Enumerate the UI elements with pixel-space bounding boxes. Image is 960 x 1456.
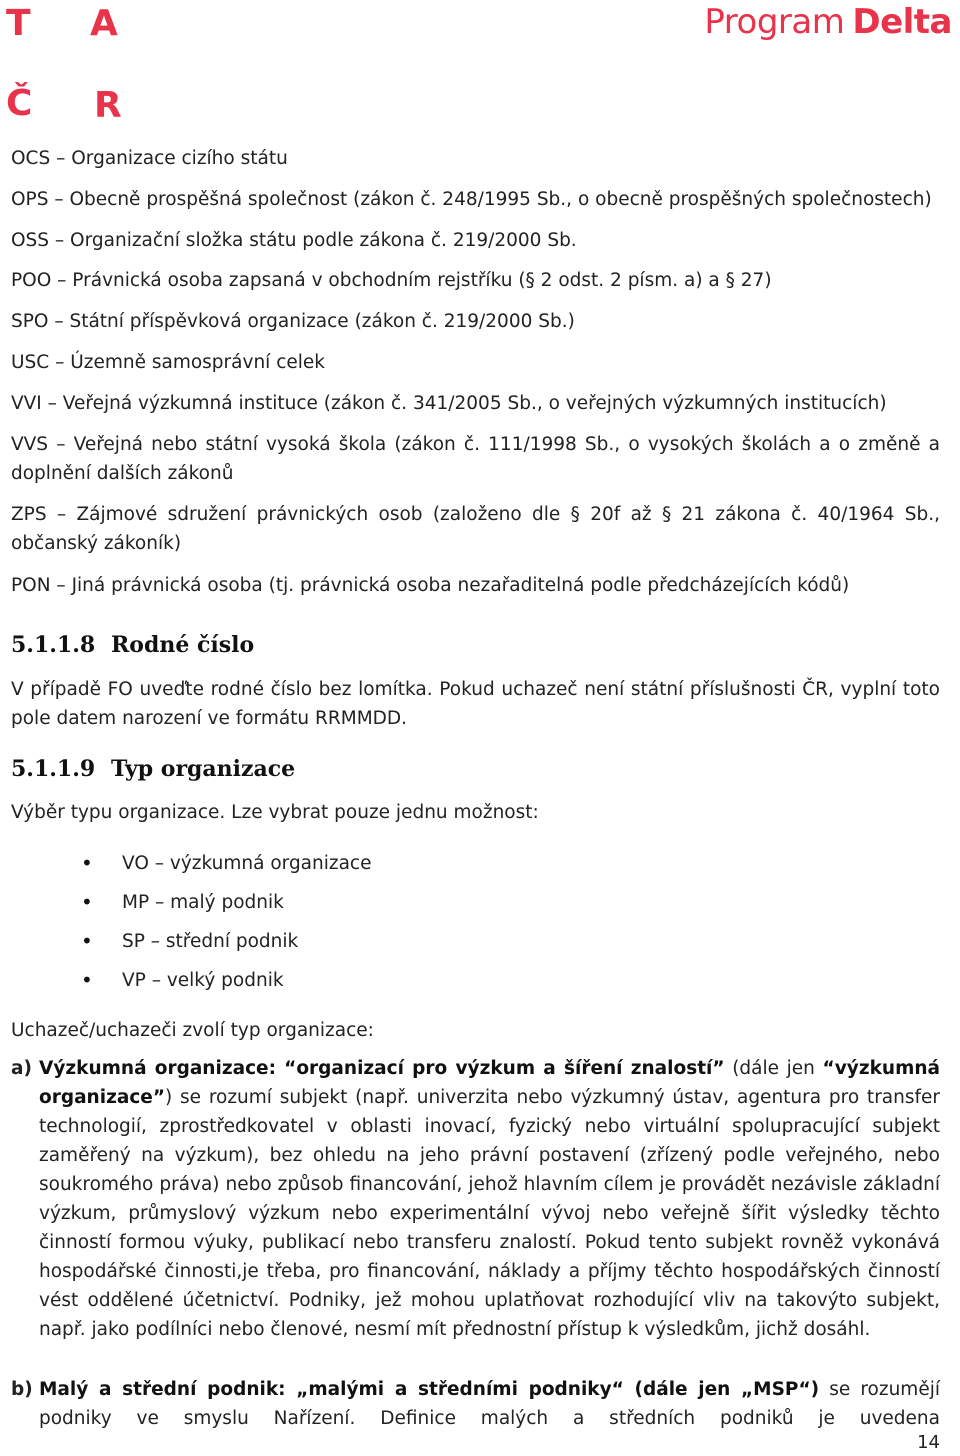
section-number: 5.1.1.9 — [11, 756, 96, 782]
page-header — [0, 0, 960, 130]
section-number: 5.1.1.8 — [11, 632, 96, 658]
list-item-mp: • MP – malý podnik — [11, 888, 372, 927]
item-a-rest: ) se rozumí subjekt (např. univerzita nebo výzkumný ústav, agentura pro transfer technologií, zprostředkovatel v oblasti inovací, fyzický nebo virtuální spolupracující subjekt zaměřený na výzkum), bez ohledu na jeho právní postavení (zřízený podle veřejného, nebo soukromého práva) nebo způsob financování, jehož hlavním cílem je provádět nezávisle základní výzkum, průmyslový výzkum nebo experimentální vývoj nebo veřejně šířit výsledky těchto činností formou výuky, publikací nebo transferu znalostí. Pokud tento subjekt rovněž vykonává hospodářské činnosti,je třeba, pro financování, náklady a příjmy těchto hospodářských činností vést oddělené účetnictví. Podniky, jež mohou uplatňovat rozhodující vliv na takovýto subjekt, např. jako podílníci nebo členové, nesmí mít přednostní přístup k výsledkům, jichž dosáhl. — [39, 1087, 940, 1340]
abbreviation-usc: USC – Územně samosprávní celek — [11, 352, 325, 373]
list-item-sp: • SP – střední podnik — [11, 927, 372, 966]
logo-letter-r: R — [94, 85, 122, 126]
rodne-cislo-text: V případě FO uveďte rodné číslo bez lomítka. Pokud uchazeč není státní příslušnosti ČR, vyplní toto pole datem narození ve formátu RRMMDD. — [11, 679, 940, 729]
list-item-vo: • VO – výzkumná organizace — [11, 849, 372, 888]
program-delta-brand — [704, 2, 952, 42]
item-b-rest: se rozumějí podniky ve smyslu Nařízení. Definice malých a středních podniků je uvedena — [39, 1379, 940, 1429]
abbreviation-ocs: OCS – Organizace cizího státu — [11, 148, 288, 169]
section-heading-typ-organizace — [11, 754, 295, 784]
abbreviation-pon: PON – Jiná právnická osoba (tj. právnická osoba nezařaditelná podle předcházejících kódů) — [11, 575, 850, 596]
item-a-bold-term: “výzkumná organizace” — [39, 1058, 940, 1108]
abbreviation-spo: SPO – Státní příspěvková organizace (zákon č. 219/2000 Sb.) — [11, 311, 575, 332]
definition-item-a — [11, 1054, 940, 1344]
item-a-text — [39, 1054, 940, 1344]
abbreviation-zps: ZPS – Zájmové sdružení právnických osob (založeno dle § 20f až § 21 zákona č. 40/1964 Sb., občanský zákoník) — [11, 504, 940, 554]
section-title: Rodné číslo — [111, 632, 255, 658]
item-a-bold-lead: Výzkumná organizace: “organizací pro výzkum a šíření znalostí” — [39, 1058, 725, 1079]
abbreviation-ops: OPS – Obecně prospěšná společnost (zákon č. 248/1995 Sb., o obecně prospěšných společnostech) — [11, 189, 932, 210]
section-heading-rodne-cislo — [11, 630, 254, 660]
logo-letter-t: T — [6, 3, 31, 44]
tacr-logo — [6, 4, 126, 124]
item-a-mid: (dále jen — [724, 1058, 823, 1079]
item-b-text — [39, 1375, 940, 1433]
abbreviation-poo: POO – Právnická osoba zapsaná v obchodním rejstříku (§ 2 odst. 2 písm. a) a § 27) — [11, 270, 772, 291]
abbreviation-vvi: VVI – Veřejná výzkumná instituce (zákon č. 341/2005 Sb., o veřejných výzkumných institucích) — [11, 393, 887, 414]
logo-letter-a: A — [90, 3, 118, 44]
brand-word-delta: Delta — [852, 2, 952, 42]
item-label: b) — [11, 1379, 33, 1400]
list-item-vp: • VP – velký podnik — [11, 966, 372, 1005]
section-title: Typ organizace — [111, 756, 296, 782]
abbreviation-vvs: VVS – Veřejná nebo státní vysoká škola (zákon č. 111/1998 Sb., o vysokých školách a o změně a doplnění dalších zákonů — [11, 434, 940, 484]
item-b-bold-lead: Malý a střední podnik: „malými a středními podniky“ (dále jen „MSP“) — [39, 1379, 820, 1400]
logo-letter-c: Č — [6, 83, 33, 124]
item-label: a) — [11, 1058, 32, 1079]
definition-item-b — [11, 1375, 940, 1433]
page-number: 14 — [917, 1432, 940, 1453]
abbreviation-oss: OSS – Organizační složka státu podle zákona č. 219/2000 Sb. — [11, 230, 577, 251]
choice-instruction: Uchazeč/uchazeči zvolí typ organizace: — [11, 1020, 374, 1041]
brand-word-program: Program — [704, 2, 845, 42]
typ-organizace-intro: Výběr typu organizace. Lze vybrat pouze jednu možnost: — [11, 802, 539, 823]
